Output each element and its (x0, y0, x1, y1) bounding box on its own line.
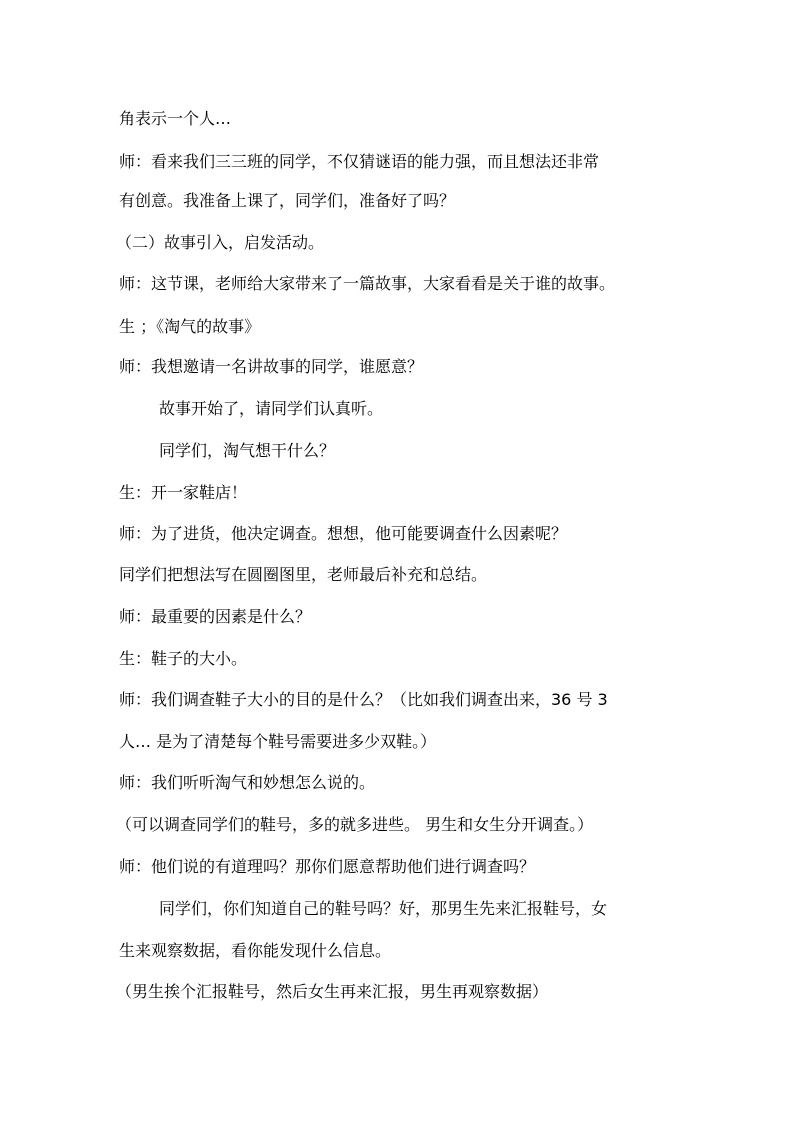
text-line: （可以调查同学们的鞋号，多的就多进些。 男生和女生分开调查。） (116, 815, 594, 834)
text-line: 生：鞋子的大小。 (119, 649, 248, 668)
text-line: 师：最重要的因素是什么？ (119, 607, 312, 626)
text-line: 人… 是为了清楚每个鞋号需要进多少双鞋。） (119, 732, 437, 751)
text-line: 角表示一个人… (119, 109, 232, 128)
text-line: 师：他们说的有道理吗？那你们愿意帮助他们进行调查吗？ (119, 857, 536, 876)
text-line: 师：我们听听淘气和妙想怎么说的。 (119, 773, 376, 792)
text-line: 同学们，淘气想干什么？ (159, 441, 336, 460)
section-heading: （二）故事引入，启发活动。 (116, 233, 325, 252)
text-line: 生：开一家鞋店！ (119, 483, 248, 502)
text-line: 师：看来我们三三班的同学，不仅猜谜语的能力强，而且想法还非常 (119, 152, 600, 171)
text-line: 同学们，你们知道自己的鞋号吗？好，那男生先来汇报鞋号，女 (159, 899, 608, 918)
text-line: 故事开始了，请同学们认真听。 (159, 399, 384, 418)
text-line: 师：我们调查鞋子大小的目的是什么？（比如我们调查出来，36 号 3 (119, 690, 608, 709)
text-line: 生来观察数据，看你能发现什么信息。 (119, 941, 392, 960)
text-line: 有创意。我准备上课了，同学们，准备好了吗？ (119, 191, 456, 210)
text-line: 师：我想邀请一名讲故事的同学，谁愿意？ (119, 357, 424, 376)
text-line: 师：这节课，老师给大家带来了一篇故事，大家看看是关于谁的故事。 (119, 274, 616, 293)
text-line: 生 ；《淘气的故事》 (119, 317, 261, 336)
text-line: 同学们把想法写在圆圈图里，老师最后补充和总结。 (119, 565, 488, 584)
text-line: （男生挨个汇报鞋号，然后女生再来汇报，男生再观察数据） (116, 982, 549, 1001)
text-line: 师：为了进货，他决定调查。想想，他可能要调查什么因素呢？ (119, 524, 568, 543)
